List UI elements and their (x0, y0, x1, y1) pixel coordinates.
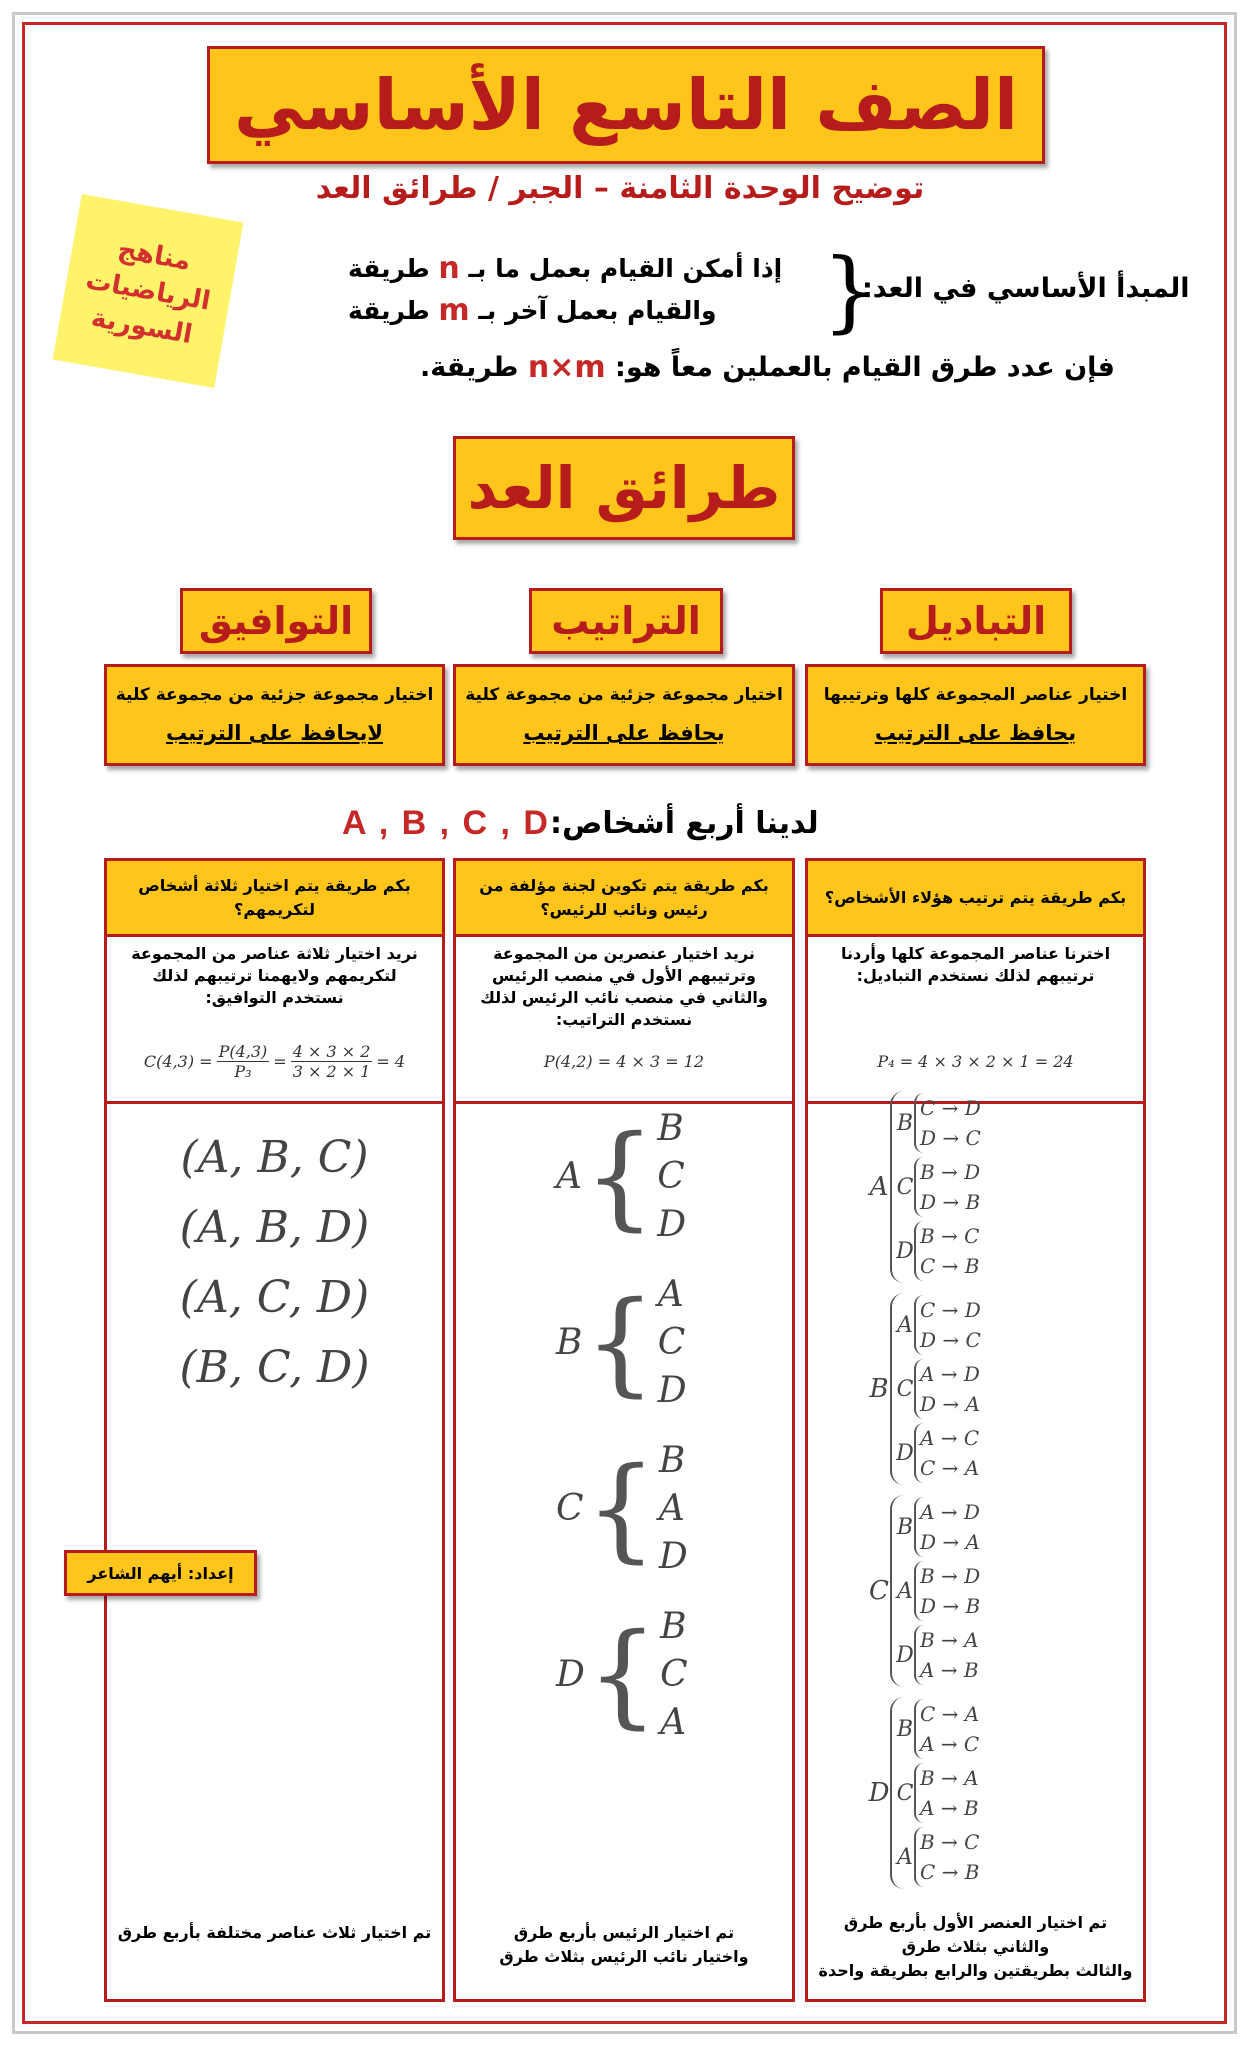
definition-permutations: اختيار عناصر المجموعة كلها وترتيبها يحافظ على الترتيب (805, 664, 1146, 766)
permutation-leaf: A → D (920, 1500, 980, 1524)
permutation-branch (896, 1421, 981, 1485)
arrangement-root: D (556, 1654, 585, 1695)
permutation-leaf: B → C (920, 1224, 980, 1248)
arrangement-item: D (657, 1204, 687, 1245)
curriculum-badge (53, 194, 244, 388)
permutation-leaf: C → A (920, 1702, 980, 1726)
arrangement-item: C (657, 1156, 685, 1197)
people-line: لدينا أربع أشخاص: A , B , C , D (342, 803, 819, 842)
permutation-leaf: D → A (920, 1392, 980, 1416)
arrangement-item: A (657, 1274, 684, 1315)
permutation-leaf: B → D (920, 1160, 981, 1184)
var-nxm: n×m (527, 349, 606, 385)
permutation-group (868, 1091, 981, 1283)
permutation-group (868, 1697, 979, 1889)
formula-arrangements: P(4,2) = 4 × 3 = 12 (543, 1051, 705, 1071)
branch-brace (914, 1359, 980, 1419)
principle-brace: } (822, 239, 878, 342)
page-subtitle: توضيح الوحدة الثامنة – الجبر / طرائق العد (315, 170, 925, 206)
permutation-leaf: B → D (920, 1564, 981, 1588)
permutation-root: A (869, 1172, 889, 1202)
arrangement-item: C (660, 1654, 688, 1695)
arrangement-items (658, 1271, 687, 1415)
permutation-leaf: C → B (920, 1860, 980, 1884)
permutation-branch (896, 1623, 980, 1687)
permutation-leaf: A → C (920, 1426, 980, 1450)
column-combinations (104, 858, 445, 2002)
branch-label: D (896, 1642, 914, 1668)
question-permutations: بكم طريقة يتم ترتيب هؤلاء الأشخاص؟ (808, 861, 1143, 937)
brace: { (584, 1112, 656, 1242)
permutation-leaf: C → D (920, 1298, 981, 1322)
permutation-branch (896, 1697, 979, 1761)
branch-brace (914, 1827, 979, 1887)
permutation-leaf: A → B (920, 1796, 979, 1820)
category-title-arrangements: التراتيب (529, 588, 723, 654)
permutation-leaf: B → A (920, 1766, 979, 1790)
branch-label: B (896, 1514, 914, 1540)
combination-sets (107, 1123, 442, 1403)
permutation-branch (896, 1495, 980, 1559)
permutation-leaf: C → B (920, 1254, 980, 1278)
permutation-leaf: D → C (920, 1328, 981, 1352)
permutation-root: C (869, 1576, 889, 1606)
permutation-branch (896, 1761, 979, 1825)
permutation-leaf: D → B (920, 1190, 981, 1214)
fraction-2: $\frac{4 \times 3 \times 2}{3 \times 2 \times 1}$ (292, 1041, 371, 1081)
permutation-root: B (869, 1374, 889, 1404)
arrangement-items (660, 1603, 688, 1747)
permutation-leaf: B → C (920, 1830, 980, 1854)
branch-label: C (896, 1174, 914, 1200)
branch-label: C (896, 1780, 914, 1806)
branch-brace (914, 1093, 981, 1153)
principle-result: فإن عدد طرق القيام بالعملين معاً هو: n×m طريقة. (420, 349, 1115, 385)
permutation-group (868, 1495, 980, 1687)
people-letters: A , B , C , D (342, 803, 550, 842)
badge-line-2: الرياضيات (83, 265, 213, 317)
branch-brace (914, 1699, 979, 1759)
permutation-group (868, 1293, 981, 1485)
branch-label: A (897, 1844, 913, 1870)
page-title: الصف التاسع الأساسي (207, 46, 1045, 164)
column-permutations (805, 858, 1146, 2002)
permutation-branch (896, 1219, 981, 1283)
divider (456, 1101, 792, 1104)
author-label: إعداد: أيهم الشاعر (64, 1550, 257, 1596)
brace: { (586, 1610, 659, 1740)
footer-arrangements: تم اختيار الرئيس بأربع طرق واختيار نائب الرئيس بثلاث طرق (499, 1923, 749, 1966)
arrangement-item: B (658, 1440, 686, 1481)
divider (107, 1101, 442, 1104)
permutation-branch (896, 1091, 981, 1155)
permutation-branch (896, 1155, 981, 1219)
fraction-1: $\frac{P(4,3)}{\text{P₃}}$ (218, 1041, 268, 1081)
arrangement-items (659, 1437, 688, 1581)
branch-label: B (896, 1110, 914, 1136)
footer-permutations: تم اختيار العنصر الأول بأربع طرق والثاني بثلاث طرق والثالث بطريقتين والرابع بطريقة واحدة (818, 1913, 1133, 1980)
branch-label: D (896, 1440, 914, 1466)
branch-label: A (897, 1312, 913, 1338)
brace (890, 1293, 981, 1485)
principle-line-2: والقيام بعمل آخر بـ m طريقة (348, 292, 717, 328)
arrangement-item: D (658, 1536, 688, 1577)
arrangement-item: C (657, 1322, 686, 1363)
arrangement-group (556, 1437, 688, 1581)
combination-set: (A, C, D) (179, 1272, 370, 1323)
arrangement-item: A (658, 1488, 685, 1529)
question-arrangements: بكم طريقة يتم تكوين لجنة مؤلفة من رئيس ونائب للرئيس؟ (456, 861, 792, 937)
principle-label: المبدأ الأساسي في العد: (862, 272, 1190, 304)
arrangement-item: A (660, 1702, 687, 1743)
permutation-leaf: D → B (920, 1594, 981, 1618)
branch-brace (914, 1423, 979, 1483)
permutation-branch (896, 1825, 979, 1889)
permutation-leaf: A → B (920, 1658, 979, 1682)
branch-label: C (896, 1376, 914, 1402)
combination-set: (A, B, D) (179, 1202, 370, 1253)
arrangement-items (657, 1105, 686, 1249)
combination-set: (A, B, C) (180, 1132, 369, 1183)
permutation-leaf: C → A (920, 1456, 980, 1480)
answer-permutations: اخترنا عناصر المجموعة كلها وأردنا ترتيبهم لذلك نستخدم التباديل: (840, 944, 1111, 985)
permutation-root: D (868, 1778, 890, 1808)
branch-brace (914, 1295, 981, 1355)
var-n: n (438, 250, 460, 286)
permutation-branch (896, 1559, 980, 1623)
definition-combinations: اختيار مجموعة جزئية من مجموعة كلية لايحافظ على الترتيب (104, 664, 445, 766)
answer-combinations: نريد اختيار ثلاثة عناصر من المجموعة لتكريمهم ولايهمنا ترتيبهم لذلك نستخدم التوافيق: (131, 944, 418, 1007)
brace: { (585, 1444, 657, 1574)
arrangement-group (556, 1603, 688, 1747)
badge-line-1: مناهج (115, 234, 193, 277)
definition-arrangements: اختيار مجموعة جزئية من مجموعة كلية يحافظ على الترتيب (453, 664, 795, 766)
arrangement-item: B (657, 1108, 684, 1149)
arrangement-item: D (657, 1370, 687, 1411)
badge-line-3: السورية (88, 302, 195, 351)
brace (890, 1697, 979, 1889)
permutation-tree (868, 1091, 1108, 1931)
branch-brace (914, 1221, 979, 1281)
brace (890, 1495, 980, 1687)
arrangement-root: B (556, 1322, 583, 1363)
permutation-leaf: C → D (920, 1096, 981, 1120)
question-combinations: بكم طريقة يتم اختيار ثلاثة أشخاص لتكريمهم؟ (107, 861, 442, 937)
arrangement-root: C (556, 1488, 584, 1529)
arrangement-group (556, 1105, 686, 1249)
formula-permutations: P₄ = 4 × 3 × 2 × 1 = 24 (877, 1051, 1074, 1071)
brace: { (584, 1278, 656, 1408)
permutation-leaf: A → D (920, 1362, 980, 1386)
permutation-branch (896, 1357, 981, 1421)
arrangement-item: B (660, 1606, 687, 1647)
branch-brace (914, 1625, 979, 1685)
branch-brace (914, 1497, 980, 1557)
permutation-leaf: D → C (920, 1126, 981, 1150)
brace (890, 1091, 981, 1283)
permutation-leaf: B → A (920, 1628, 979, 1652)
branch-brace (914, 1763, 979, 1823)
branch-label: A (897, 1578, 913, 1604)
footer-combinations: تم اختيار ثلاث عناصر مختلفة بأربع طرق (117, 1923, 432, 1942)
arrangement-tree (556, 1105, 716, 1775)
var-m: m (438, 292, 470, 328)
branch-label: D (896, 1238, 914, 1264)
answer-arrangements: نريد اختيار عنصرين من المجموعة وترتيبهم الأول في منصب الرئيس والثاني في منصب نائب الرئيس لذلك نستخدم التراتيب: (480, 944, 768, 1029)
arrangement-group (556, 1271, 687, 1415)
branch-brace (914, 1561, 980, 1621)
branch-brace (914, 1157, 980, 1217)
permutation-branch (896, 1293, 981, 1357)
principle-line-1: إذا أمكن القيام بعمل ما بـ n طريقة (348, 250, 783, 286)
category-title-combinations: التوافيق (180, 588, 372, 654)
permutation-leaf: D → A (920, 1530, 980, 1554)
category-title-permutations: التباديل (880, 588, 1072, 654)
formula-combinations: C(4,3) = $\frac{P(4,3)}{\text{P₃}}$ = $\frac{4 \times 3 \times 2}{3 \times 2 \times 1}$ = 4 (143, 1041, 406, 1081)
permutation-leaf: A → C (920, 1732, 980, 1756)
arrangement-root: A (556, 1156, 582, 1197)
combination-set: (B, C, D) (179, 1342, 370, 1393)
section-title: طرائق العد (453, 436, 795, 540)
branch-label: B (896, 1716, 914, 1742)
column-arrangements (453, 858, 795, 2002)
